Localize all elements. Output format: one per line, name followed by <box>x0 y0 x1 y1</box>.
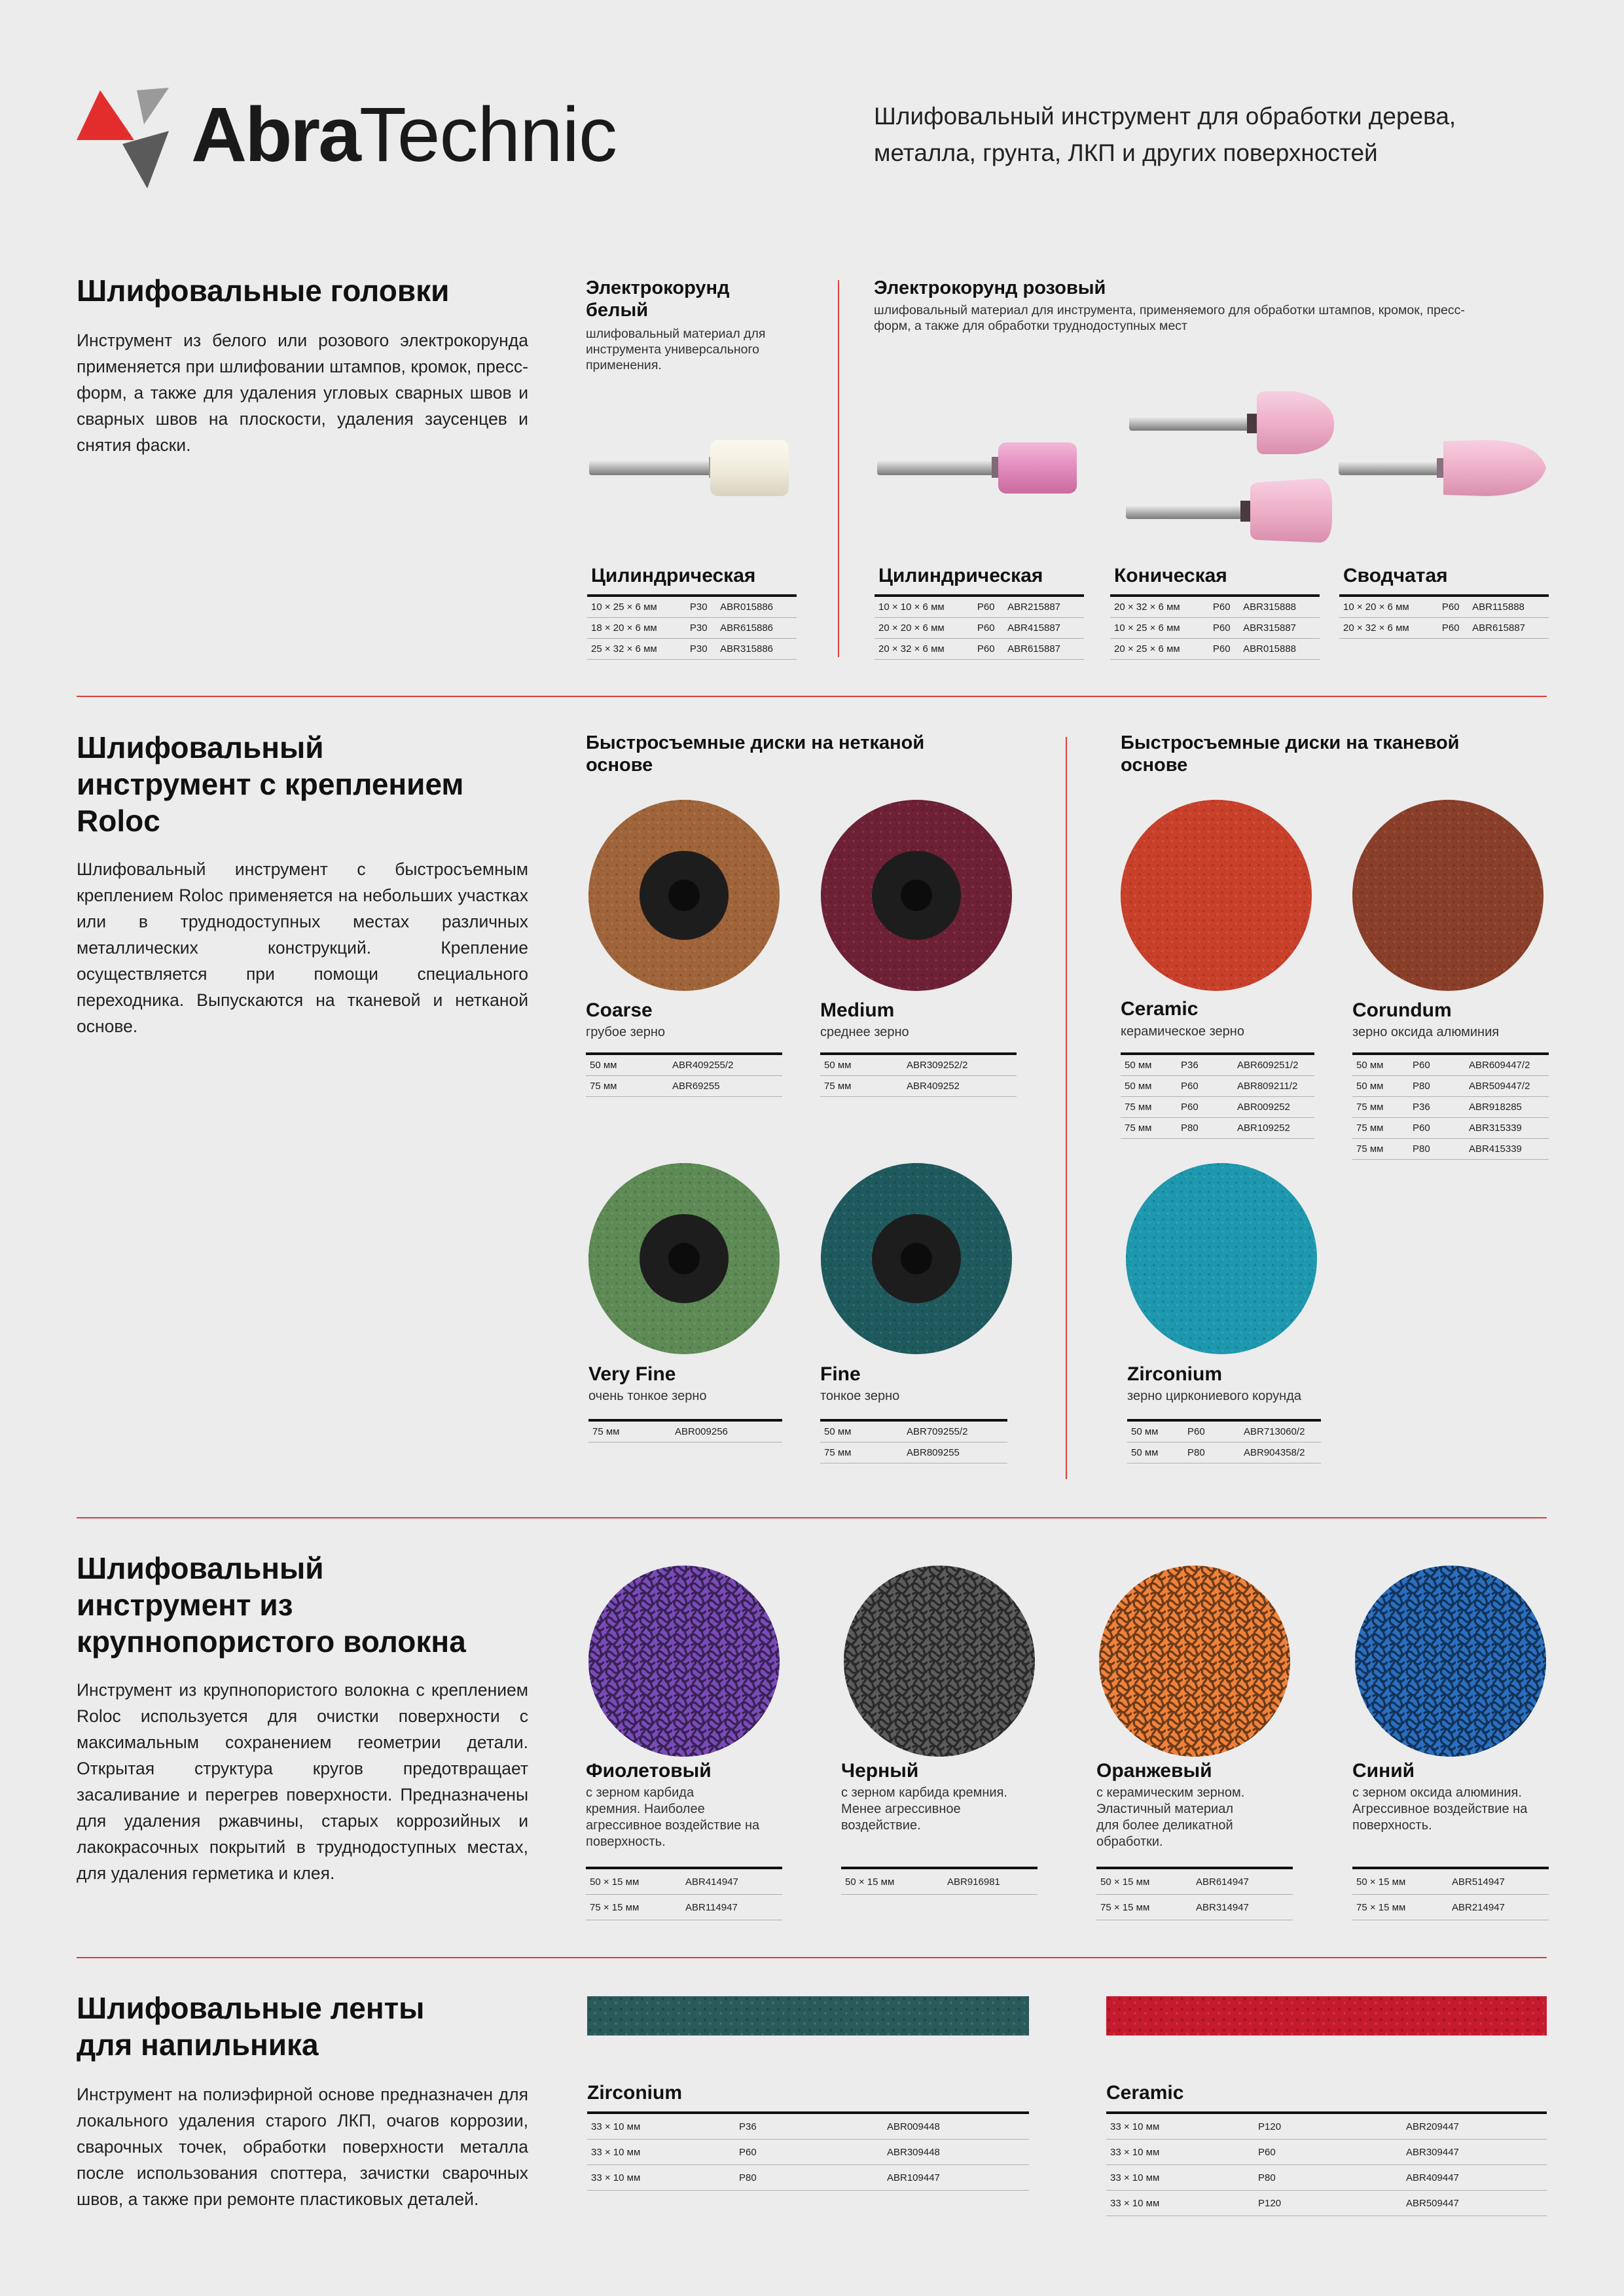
table-row: 75 мм P36 ABR918285 <box>1352 1097 1549 1118</box>
tagline: Шлифовальный инструмент для обработки дерева, металла, грунта, ЛКП и других поверхностей <box>874 103 1456 166</box>
section-divider-3 <box>77 1957 1547 1958</box>
product-name-blue: Синий <box>1352 1760 1415 1782</box>
product-sub-corundum: зерно оксида алюминия <box>1352 1025 1500 1039</box>
logo-word-technic: Technic <box>359 92 617 178</box>
violet-disc-image <box>587 1564 781 1758</box>
spec-table-arched <box>1339 594 1549 639</box>
product-name-violet: Фиолетовый <box>586 1760 712 1782</box>
table-row: 50 × 15 мм ABR414947 <box>586 1868 782 1895</box>
white-corundum-text: шлифовальный материал для инструмента универсального применения. <box>586 327 766 372</box>
spec-table-belt-ceramic <box>1106 2111 1547 2216</box>
product-name-corundum: Corundum <box>1352 999 1452 1021</box>
corundum-disc-image <box>1351 798 1545 992</box>
section2-desc: Шлифовальный инструмент с быстросъемным креплением Roloc применяется на небольших участках или в труднодоступных местах различных металлических конструкций. Крепление осуществляется при помощи специального переходника. Выпускаются на тканевой и нетканой основе. <box>77 859 528 1036</box>
table-row: 50 × 15 мм ABR514947 <box>1352 1868 1549 1895</box>
table-row: 20 × 32 × 6 мм P60 ABR615887 <box>1339 618 1549 639</box>
section3-desc: Инструмент из крупнопористого волокна с креплением Roloc используется для очистки поверхности с максимальным сохранением геометрии детали. Открытая структура кругов предотвращает засаливание и перегрев поверхности. Предназначены для удаления ржавчины, старых коррозийных и лакокрасочных покрытий в труднодоступных местах, для удаления герметика и клея. <box>77 1680 528 1883</box>
table-row: 20 × 32 × 6 мм P60 ABR315888 <box>1110 596 1320 618</box>
pink-corundum-text: шлифовальный материал для инструмента, применяемого для обработки штампов, кромок, пресс- форм, а также для обработки труднодоступных мест <box>874 303 1465 333</box>
spec-table-fine <box>820 1419 1007 1463</box>
belt-name-zirconium: Zirconium <box>587 2082 683 2104</box>
table-row: 10 × 25 × 6 мм P60 ABR315887 <box>1110 618 1320 639</box>
table-row: 33 × 10 мм P60 ABR309447 <box>1106 2140 1547 2165</box>
section1-desc: Инструмент из белого или розового электрокорунда применяется при шлифовании штампов, кромок, пресс-форм, а также для удаления угловых сварных швов и сварных швов на плоскости, удаления заусенцев и снятия фаски. <box>77 331 528 455</box>
table-row: 75 × 15 мм ABR314947 <box>1096 1895 1293 1920</box>
spec-table-violet <box>586 1867 782 1920</box>
table-row: 20 × 25 × 6 мм P60 ABR015888 <box>1110 639 1320 660</box>
very-fine-disc-image <box>587 1162 781 1355</box>
product-name-fine: Fine <box>820 1363 861 1385</box>
product-sub-very-fine: очень тонкое зерно <box>588 1389 707 1403</box>
spec-table-belt-zirconium <box>587 2111 1029 2191</box>
table-row: 75 мм P60 ABR009252 <box>1121 1097 1314 1118</box>
pink-conical-point-bottom-image <box>1123 475 1339 547</box>
section2-title: Шлифовальный инструмент с креплением Roloc <box>77 730 464 838</box>
woven-discs-title: Быстросъемные диски на тканевой основе <box>1121 732 1460 776</box>
black-disc-image <box>842 1564 1036 1758</box>
table-row: 75 × 15 мм ABR114947 <box>586 1895 782 1920</box>
section4-title: Шлифовальные ленты для напильника <box>77 1991 425 2062</box>
pink-corundum-title: Электрокорунд розовый <box>874 278 1106 298</box>
table-row: 10 × 10 × 6 мм P60 ABR215887 <box>875 596 1084 618</box>
product-sub-fine: тонкое зерно <box>820 1389 900 1403</box>
fine-disc-image <box>820 1162 1013 1355</box>
product-name-black: Черный <box>841 1760 919 1782</box>
coarse-disc-image <box>587 798 781 992</box>
table-row: 50 × 15 мм ABR916981 <box>841 1868 1038 1895</box>
product-name-orange: Оранжевый <box>1096 1760 1212 1782</box>
spec-table-black <box>841 1867 1038 1895</box>
spec-table-pink-cylindrical <box>875 594 1084 660</box>
table-row: 50 мм P80 ABR904358/2 <box>1127 1443 1321 1463</box>
product-name-ceramic: Ceramic <box>1121 998 1199 1020</box>
section1-vertical-divider <box>838 280 839 657</box>
spec-table-zirconium <box>1127 1419 1321 1463</box>
nonwoven-discs-title: Быстросъемные диски на нетканой основе <box>586 732 925 776</box>
section1-title: Шлифовальные головки <box>77 274 450 308</box>
belt-name-ceramic: Ceramic <box>1106 2082 1184 2104</box>
table-row: 50 мм P60 ABR713060/2 <box>1127 1420 1321 1443</box>
table-row: 33 × 10 мм P120 ABR509447 <box>1106 2191 1547 2216</box>
table-row: 33 × 10 мм P60 ABR309448 <box>587 2140 1029 2165</box>
spec-table-medium <box>820 1052 1017 1097</box>
white-cylindrical-point-image <box>586 432 802 504</box>
spec-table-very-fine <box>588 1419 782 1443</box>
spec-table-blue <box>1352 1867 1549 1920</box>
spec-table-conical <box>1110 594 1320 660</box>
ceramic-belt-image <box>1106 1996 1547 2036</box>
table-row: 25 × 32 × 6 мм P30 ABR315886 <box>587 639 797 660</box>
logo-mark-icon <box>77 84 175 192</box>
product-text-blue: с зерном оксида алюминия. Агрессивное воздействие на поверхность. <box>1352 1785 1528 1833</box>
table-row: 50 мм ABR409255/2 <box>586 1054 782 1076</box>
product-sub-ceramic: керамическое зерно <box>1121 1024 1244 1039</box>
table-row: 75 мм P80 ABR109252 <box>1121 1118 1314 1139</box>
product-text-black: с зерном карбида кремния. Менее агрессивное воздействие. <box>841 1785 1007 1833</box>
zirconium-belt-image <box>587 1996 1029 2036</box>
product-name-very-fine: Very Fine <box>588 1363 676 1385</box>
table-row: 33 × 10 мм P36 ABR009448 <box>587 2113 1029 2140</box>
medium-disc-image <box>820 798 1013 992</box>
table-row: 75 мм ABR69255 <box>586 1076 782 1097</box>
table-row: 20 × 20 × 6 мм P60 ABR415887 <box>875 618 1084 639</box>
product-name-medium: Medium <box>820 999 895 1021</box>
table-row: 33 × 10 мм P80 ABR109447 <box>587 2165 1029 2191</box>
section-divider-1 <box>77 696 1547 697</box>
table-row: 33 × 10 мм P120 ABR209447 <box>1106 2113 1547 2140</box>
table-row: 50 × 15 мм ABR614947 <box>1096 1868 1293 1895</box>
table-row: 50 мм P80 ABR509447/2 <box>1352 1076 1549 1097</box>
table-row: 75 мм ABR809255 <box>820 1443 1007 1463</box>
pink-cylindrical-point-image <box>874 432 1090 504</box>
product-name-coarse: Coarse <box>586 999 653 1021</box>
product-sub-zirconium: зерно циркониевого корунда <box>1127 1389 1301 1403</box>
table-row: 33 × 10 мм P80 ABR409447 <box>1106 2165 1547 2191</box>
product-sub-medium: среднее зерно <box>820 1025 909 1039</box>
table-row: 75 × 15 мм ABR214947 <box>1352 1895 1549 1920</box>
pink-arched-point-image <box>1335 432 1551 504</box>
section4-desc: Инструмент на полиэфирной основе предназначен для локального удаления старого ЛКП, очагов коррозии, сварочных точек, обработки поверхности металла после использования споттера, зачистки сварочных швов, а также при ремонте пластиковых деталей. <box>77 2085 528 2209</box>
table-row: 75 мм P80 ABR415339 <box>1352 1139 1549 1160</box>
table-row: 18 × 20 × 6 мм P30 ABR615886 <box>587 618 797 639</box>
section-divider-2 <box>77 1517 1547 1518</box>
ceramic-disc-image <box>1119 798 1313 992</box>
table-row: 75 мм P60 ABR315339 <box>1352 1118 1549 1139</box>
table-row: 20 × 32 × 6 мм P60 ABR615887 <box>875 639 1084 660</box>
group-title-white-cylindrical: Цилиндрическая <box>591 565 756 586</box>
table-row: 75 мм ABR409252 <box>820 1076 1017 1097</box>
group-title-pink-cylindrical: Цилиндрическая <box>878 565 1043 586</box>
table-row: 10 × 20 × 6 мм P60 ABR115888 <box>1339 596 1549 618</box>
table-row: 50 мм ABR309252/2 <box>820 1054 1017 1076</box>
zirconium-disc-image <box>1125 1162 1318 1355</box>
table-row: 50 мм ABR709255/2 <box>820 1420 1007 1443</box>
section2-vertical-divider <box>1066 737 1067 1479</box>
product-text-violet: с зерном карбида кремния. Наиболее агрессивное воздействие на поверхность. <box>586 1785 760 1849</box>
spec-table-orange <box>1096 1867 1293 1920</box>
product-sub-coarse: грубое зерно <box>586 1025 666 1039</box>
spec-table-corundum <box>1352 1052 1549 1160</box>
white-corundum-title: Электрокорунд белый <box>586 278 730 321</box>
table-row: 50 мм P36 ABR609251/2 <box>1121 1054 1314 1076</box>
product-text-orange: с керамическим зерном. Эластичный материал для более деликатной обработки. <box>1096 1785 1245 1849</box>
spec-table-coarse <box>586 1052 782 1097</box>
table-row: 75 мм ABR009256 <box>588 1420 782 1443</box>
spec-table-white-cylindrical <box>587 594 797 660</box>
group-title-arched: Сводчатая <box>1343 565 1448 586</box>
pink-conical-point-top-image <box>1126 386 1348 458</box>
product-name-zirconium: Zirconium <box>1127 1363 1223 1385</box>
section3-title: Шлифовальный инструмент из крупнопористого волокна <box>77 1551 466 1659</box>
blue-disc-image <box>1354 1564 1547 1758</box>
table-row: 50 мм P60 ABR809211/2 <box>1121 1076 1314 1097</box>
table-row: 50 мм P60 ABR609447/2 <box>1352 1054 1549 1076</box>
group-title-conical: Коническая <box>1114 565 1227 586</box>
logo <box>77 84 738 192</box>
logo-word-abra: Abra <box>191 92 359 178</box>
table-row: 10 × 25 × 6 мм P30 ABR015886 <box>587 596 797 618</box>
orange-disc-image <box>1098 1564 1291 1758</box>
spec-table-ceramic <box>1121 1052 1314 1139</box>
